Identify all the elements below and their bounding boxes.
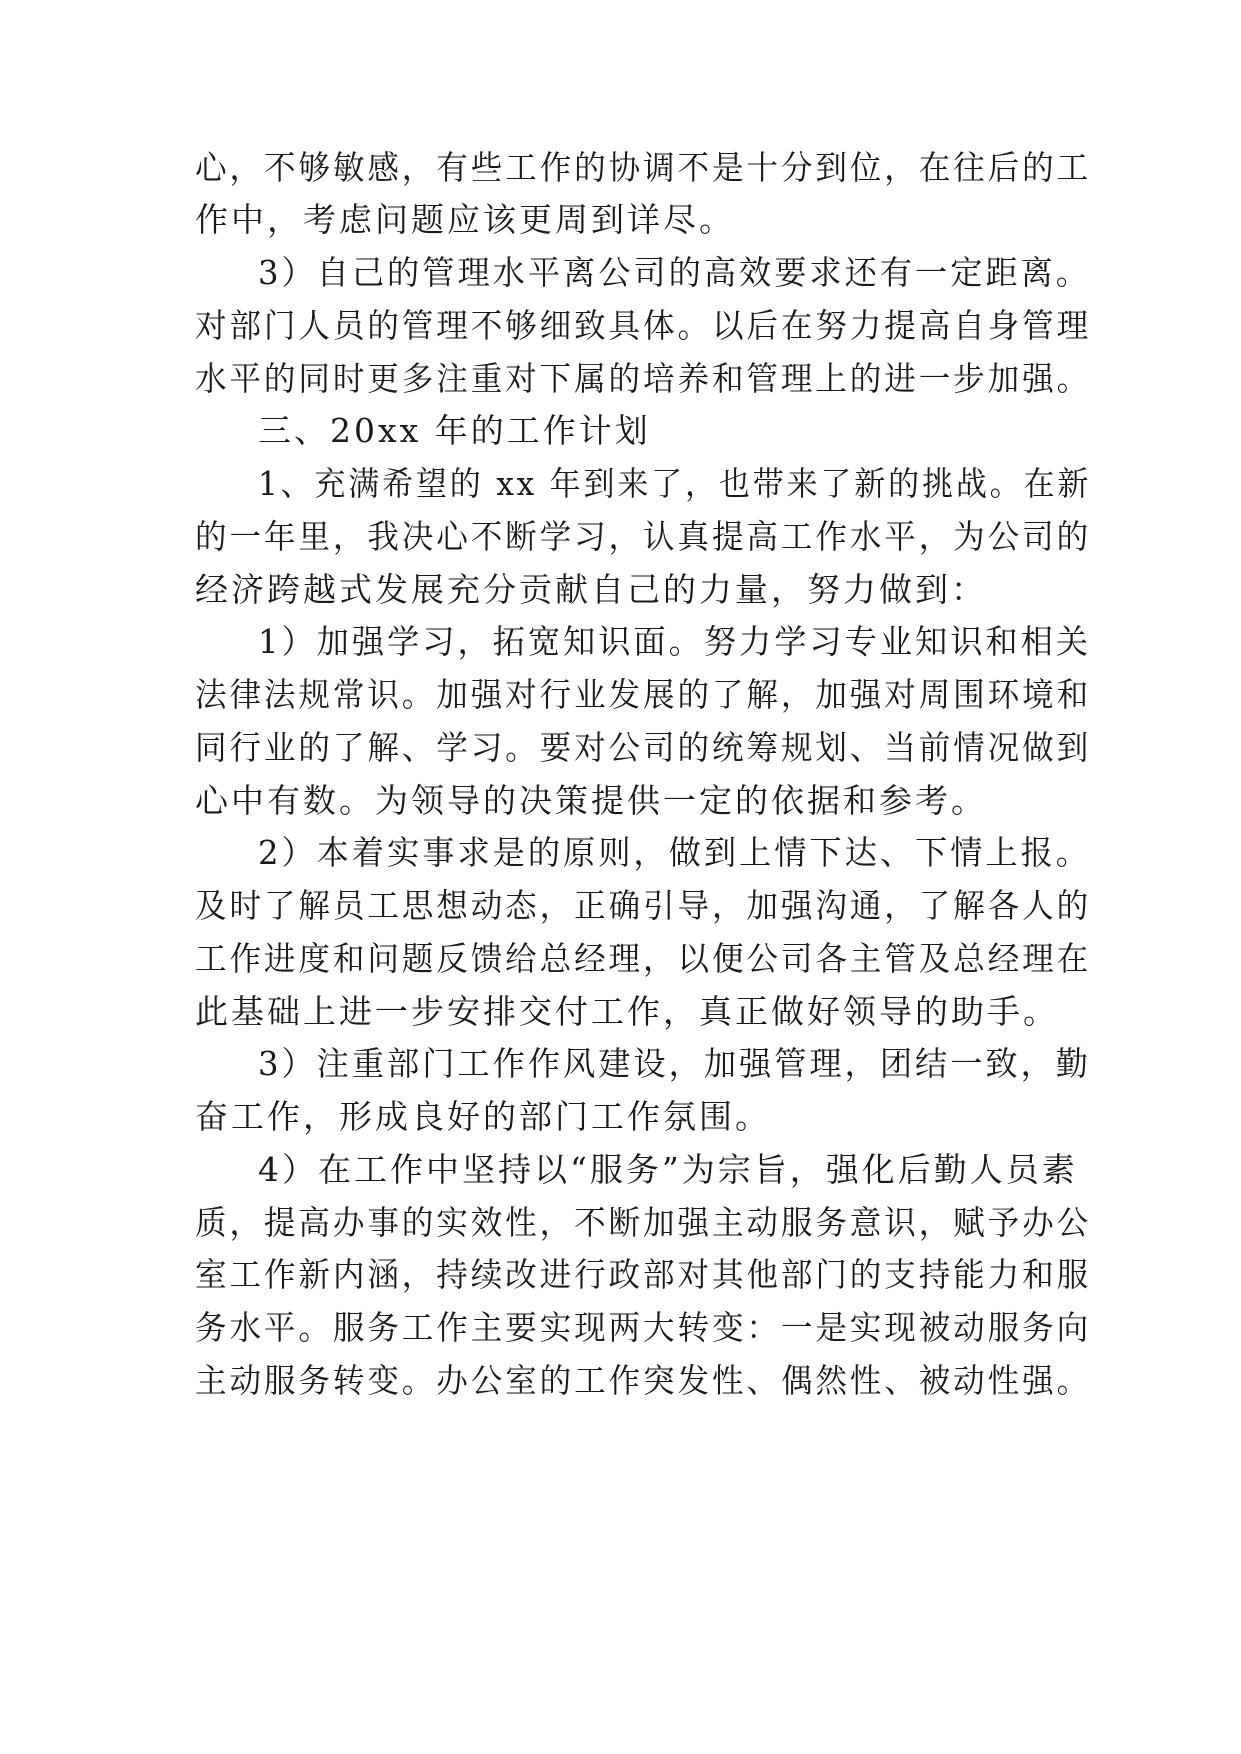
text-line: 心，不够敏感，有些工作的协调不是十分到位，在往后的工 bbox=[195, 148, 1092, 187]
section-heading: 三、20xx 年的工作计划 bbox=[258, 411, 651, 450]
text-line: 心中有数。为领导的决策提供一定的依据和参考。 bbox=[195, 781, 987, 820]
text-line: 同行业的了解、学习。要对公司的统筹规划、当前情况做到 bbox=[195, 728, 1092, 767]
text-line: 主动服务转变。办公室的工作突发性、偶然性、被动性强。 bbox=[195, 1361, 1092, 1400]
paragraph-line: 2）本着实事求是的原则，做到上情下达、下情上报。 bbox=[258, 833, 1092, 872]
text-line: 的一年里，我决心不断学习，认真提高工作水平，为公司的 bbox=[195, 517, 1092, 556]
text-line: 经济跨越式发展充分贡献自己的力量，努力做到： bbox=[195, 570, 987, 609]
paragraph-line: 1、充满希望的 xx 年到来了，也带来了新的挑战。在新 bbox=[258, 464, 1092, 503]
paragraph-line: 3）注重部门工作作风建设，加强管理，团结一致，勤 bbox=[258, 1044, 1092, 1083]
text-line: 作中，考虑问题应该更周到详尽。 bbox=[195, 200, 735, 239]
paragraph-line: 4）在工作中坚持以“服务”为宗旨，强化后勤人员素 bbox=[258, 1150, 1078, 1189]
text-line: 对部门人员的管理不够细致具体。以后在努力提高自身管理 bbox=[195, 306, 1092, 345]
text-line: 及时了解员工思想动态，正确引导，加强沟通，了解各人的 bbox=[195, 886, 1092, 925]
text-line: 水平的同时更多注重对下属的培养和管理上的进一步加强。 bbox=[195, 359, 1092, 398]
text-line: 质，提高办事的实效性，不断加强主动服务意识，赋予办公 bbox=[195, 1203, 1092, 1242]
text-line: 室工作新内涵，持续改进行政部对其他部门的支持能力和服 bbox=[195, 1255, 1092, 1294]
text-line: 法律法规常识。加强对行业发展的了解，加强对周围环境和 bbox=[195, 675, 1092, 714]
text-line: 奋工作，形成良好的部门工作氛围。 bbox=[195, 1097, 771, 1136]
text-line: 工作进度和问题反馈给总经理，以便公司各主管及总经理在 bbox=[195, 939, 1092, 978]
paragraph-line: 1）加强学习，拓宽知识面。努力学习专业知识和相关 bbox=[258, 622, 1092, 661]
text-line: 此基础上进一步安排交付工作，真正做好领导的助手。 bbox=[195, 992, 1059, 1031]
text-line: 务水平。服务工作主要实现两大转变：一是实现被动服务向 bbox=[195, 1308, 1092, 1347]
paragraph-line: 3）自己的管理水平离公司的高效要求还有一定距离。 bbox=[258, 253, 1092, 292]
